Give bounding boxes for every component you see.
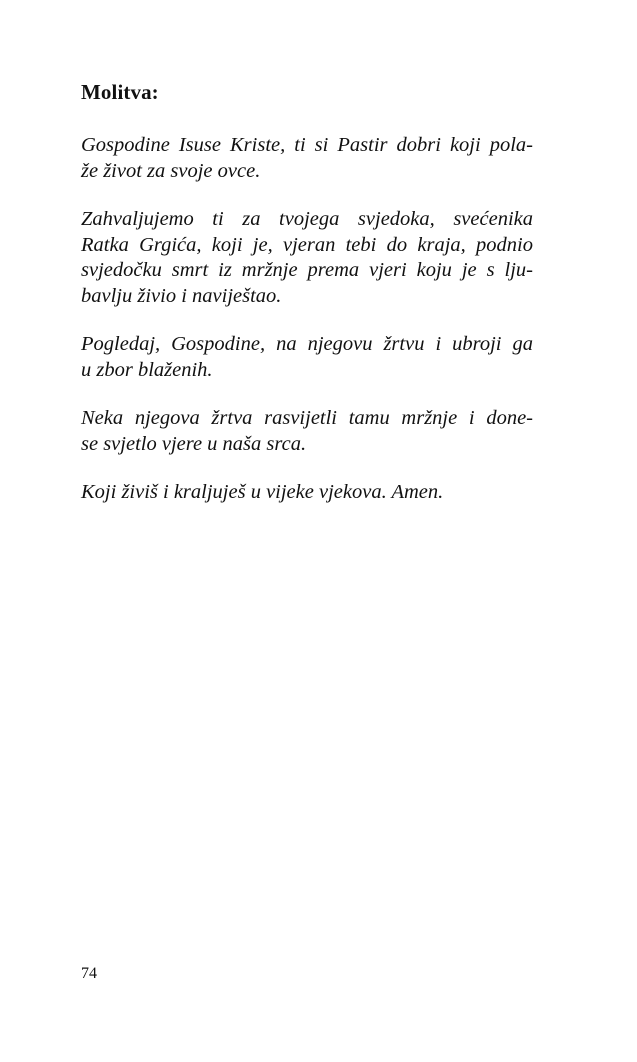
prayer-text: [81, 133, 533, 529]
page-number: 74: [81, 965, 97, 982]
text-line: bavlju živio i naviještao.: [81, 284, 282, 307]
text-line: se svjetlo vjere u naša srca.: [81, 432, 307, 455]
prayer-paragraph: [81, 406, 533, 457]
prayer-paragraph: [81, 332, 533, 383]
section-heading: Molitva:: [81, 80, 159, 104]
text-line: Ratka Grgića, koji je, vjeran tebi do kraja, podnio: [81, 233, 533, 256]
text-line: Gospodine Isuse Kriste, ti si Pastir dobri koji pola-: [81, 134, 533, 156]
prayer-paragraph: [81, 133, 533, 184]
text-line: Neka njegova žrtva rasvijetli tamu mržnje i done-: [81, 407, 533, 429]
text-line: Pogledaj, Gospodine, na njegovu žrtvu i ubroji ga: [81, 333, 533, 355]
text-line: Koji živiš i kraljuješ u vijeke vjekova. Amen.: [81, 481, 444, 503]
prayer-paragraph: [81, 207, 533, 309]
text-line: svjedočku smrt iz mržnje prema vjeri koju je s lju-: [81, 259, 533, 281]
prayer-paragraph: [81, 480, 533, 506]
text-line: Zahvaljujemo ti za tvojega svjedoka, svećenika: [81, 208, 533, 230]
text-line: že život za svoje ovce.: [81, 159, 261, 182]
text-line: u zbor blaženih.: [81, 358, 213, 381]
